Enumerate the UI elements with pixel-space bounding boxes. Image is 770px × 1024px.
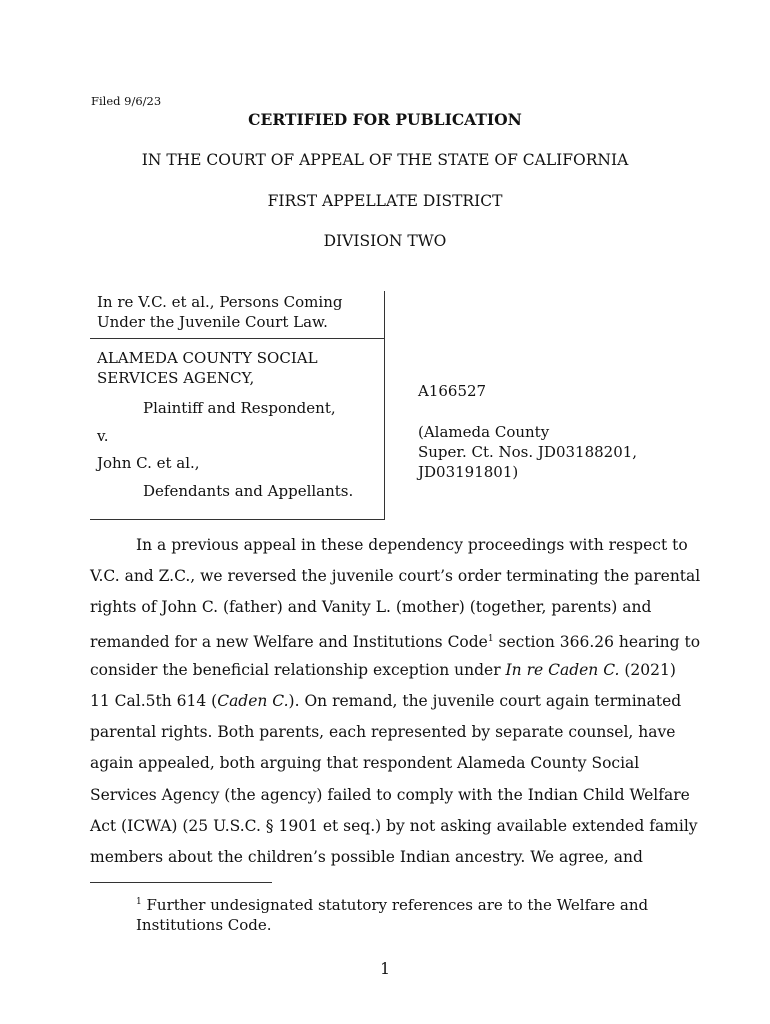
caption-plaintiff-name: ALAMEDA COUNTY SOCIAL SERVICES AGENCY, — [97, 349, 318, 387]
body-line: again appealed, both arguing that respondent Alameda County Social — [90, 754, 640, 773]
body-text-span: section 366.26 hearing to — [493, 632, 701, 651]
body-line: parental rights. Both parents, each represented by separate counsel, have — [90, 723, 676, 742]
district-name: FIRST APPELLATE DISTRICT — [267, 192, 503, 210]
county-line-2: Super. Ct. Nos. JD03188201, — [418, 443, 638, 461]
body-line — [90, 624, 701, 655]
division-name: DIVISION TWO — [323, 232, 447, 250]
caption-versus: v. — [97, 427, 109, 445]
body-line: In a previous appeal in these dependency proceedings with respect to — [136, 536, 688, 554]
body-text-span: (2021) — [619, 660, 676, 679]
footnote-text — [90, 892, 670, 935]
case-citation: In re Caden C. — [505, 660, 620, 679]
body-text-span: consider the beneficial relationship exception under — [90, 660, 506, 679]
caption-divider — [90, 338, 384, 339]
body-line: members about the children’s possible Indian ancestry. We agree, and — [90, 847, 643, 866]
body-text-span: 11 Cal.5th 614 ( — [90, 691, 218, 710]
body-line — [90, 686, 690, 717]
body-line: Act (ICWA) (25 U.S.C. § 1901 et seq.) by not asking available extended family — [90, 816, 698, 835]
page-number: 1 — [380, 960, 390, 978]
body-line — [90, 655, 690, 686]
superior-court-info — [418, 422, 678, 482]
county-line-1: (Alameda County — [418, 423, 550, 441]
county-line-3: JD03191801) — [418, 463, 519, 481]
caption-plaintiff-role: Plaintiff and Respondent, — [143, 399, 336, 417]
certified-heading: CERTIFIED FOR PUBLICATION — [248, 110, 522, 129]
filed-date: Filed 9/6/23 — [91, 94, 162, 108]
caption-in-re: In re V.C. et al., Persons Coming Under the Juvenile Court Law. — [97, 293, 343, 331]
case-citation: Caden C. — [217, 691, 289, 710]
case-number: A166527 — [418, 382, 487, 400]
body-line: V.C. and Z.C., we reversed the juvenile court’s order terminating the parental — [90, 567, 701, 586]
body-line: Services Agency (the agency) failed to comply with the Indian Child Welfare — [90, 785, 690, 804]
footnote-body: Further undesignated statutory references are to the Welfare and Institutions Code. — [136, 896, 649, 934]
body-line: rights of John C. (father) and Vanity L. (mother) (together, parents) and — [90, 598, 652, 617]
opinion-body — [90, 530, 701, 873]
court-name: IN THE COURT OF APPEAL OF THE STATE OF CALIFORNIA — [141, 151, 629, 169]
body-text-span: ). On remand, the juvenile court again terminated — [288, 691, 682, 710]
caption-defendant-role: Defendants and Appellants. — [143, 482, 354, 500]
footnote — [90, 892, 670, 935]
footnote-reference: 1 — [487, 633, 494, 644]
caption-defendant-name: John C. et al., — [97, 454, 200, 472]
footnote-separator — [90, 882, 272, 883]
footnote-marker: 1 — [136, 897, 142, 907]
body-text-span: remanded for a new Welfare and Institutions Code — [90, 632, 488, 651]
